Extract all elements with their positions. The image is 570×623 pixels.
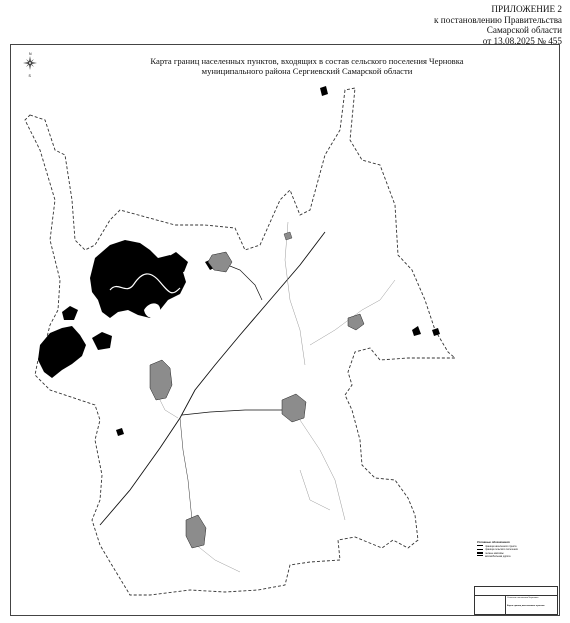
rural-settlement-boundary [25, 88, 455, 595]
stream-1 [285, 222, 305, 365]
appendix-line-4: от 13.08.2025 № 455 [482, 35, 562, 46]
settlement-south [186, 515, 206, 548]
forest-mass-west [38, 326, 86, 378]
settlement-central [150, 360, 172, 400]
local-road-south [180, 418, 192, 520]
local-road-east [182, 410, 290, 415]
forest-patch-2 [62, 306, 78, 320]
settlement-small-north [284, 232, 292, 240]
stream-5 [300, 470, 330, 510]
forest-patch-4 [320, 86, 328, 96]
forest-patch-5 [412, 326, 421, 336]
stream-3 [300, 420, 345, 520]
forest-patch-7 [116, 428, 124, 436]
appendix-line-3: Самарской области [486, 25, 562, 35]
legend-label: граница сельского поселения [485, 548, 518, 552]
title-block-stamp [474, 586, 558, 615]
legend-swatch [477, 552, 483, 554]
map-title-line-2: муниципального района Сергиевский Самарской области [201, 66, 413, 76]
legend-title: Условные обозначения [477, 540, 510, 544]
stream-2 [310, 280, 395, 345]
legend-item [477, 555, 539, 558]
legend-label: лесные массивы [485, 551, 504, 555]
forest-patch-6 [432, 328, 440, 336]
appendix-line-2: к постановлению Правительства [434, 14, 562, 25]
compass-north-label: N [29, 52, 32, 56]
settlement-east [282, 394, 306, 422]
forest-patch-1 [92, 332, 112, 350]
appendix-line-1: ПРИЛОЖЕНИЕ 2 [491, 4, 562, 14]
map-title-line-1: Карта границ населенных пунктов, входящих в состав сельского поселения Черновка [150, 56, 464, 66]
stamp-text-1: Сельское поселение Черновка [507, 597, 539, 599]
stamp-left-column [475, 595, 506, 614]
map-legend [477, 541, 539, 573]
stamp-text-2: Карта границ населенных пунктов [507, 605, 545, 607]
legend-label: автомобильная дорога [485, 554, 511, 558]
settlement-northeast [348, 314, 364, 330]
legend-swatch [477, 555, 483, 558]
legend-swatch [477, 549, 483, 552]
compass-south-label: S [28, 74, 31, 78]
legend-label: граница населенного пункта [485, 545, 517, 549]
